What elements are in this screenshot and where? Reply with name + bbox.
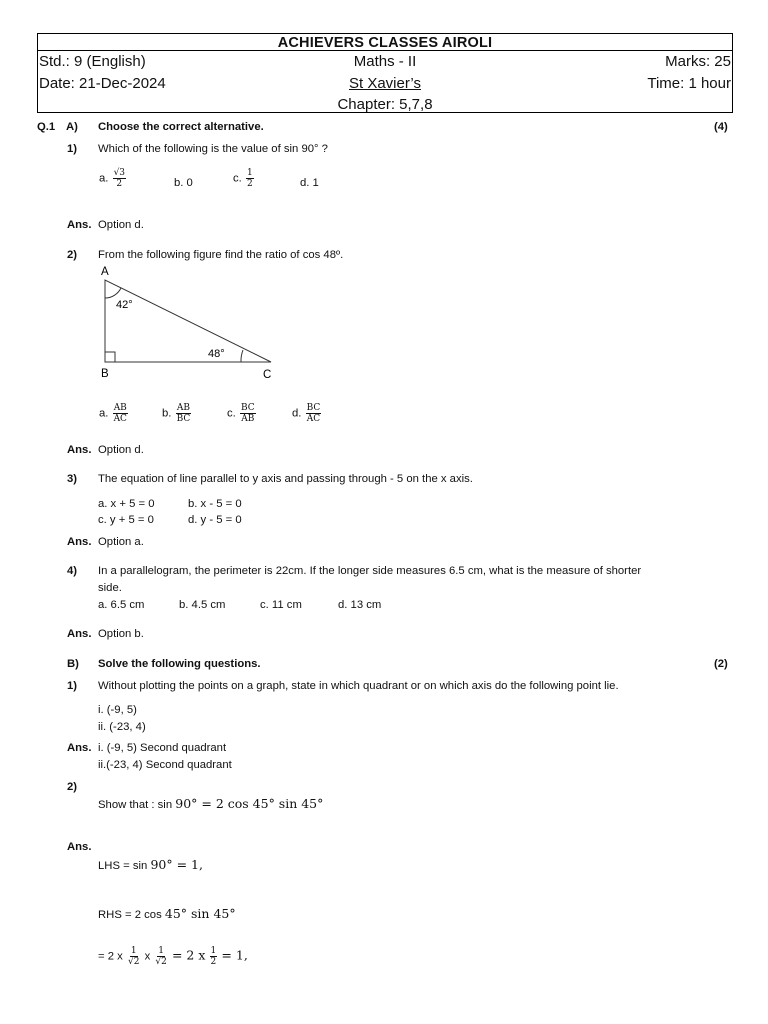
qb1-item-1: i. (-9, 5) (98, 704, 137, 716)
qa2-option-c: c. $\frac{BC}{AB}$ (227, 403, 255, 424)
qa4-option-c: c. 11 cm (260, 599, 302, 611)
vertex-label-b: B (101, 368, 109, 380)
chapter: Chapter: 5,7,8 (337, 96, 433, 113)
qb1-answer-label: Ans. (67, 742, 92, 754)
qa4-question-line2: side. (98, 582, 122, 594)
qa4-option-b: b. 4.5 cm (179, 599, 226, 611)
school-name: St Xavier’s (349, 75, 421, 92)
qa2-question: From the following figure find the ratio of cos 48º. (98, 249, 344, 261)
qa3-answer: Option a. (98, 536, 144, 548)
qa4-answer-label: Ans. (67, 628, 92, 640)
qa1-answer: Option d. (98, 219, 144, 231)
qb1-answer-2: ii.(-23, 4) Second quadrant (98, 759, 232, 771)
qa3-answer-label: Ans. (67, 536, 92, 548)
qa4-question-line1: In a parallelogram, the perimeter is 22cm. If the longer side measures 6.5 cm, what is the measure of shorter (98, 565, 642, 577)
vertex-label-c: C (263, 369, 272, 381)
qa2-answer-label: Ans. (67, 444, 92, 456)
qb1-item-2: ii. (-23, 4) (98, 721, 146, 733)
triangle-figure (95, 262, 285, 384)
qb1-number: 1) (67, 680, 78, 692)
qb2-question: Show that : sin 90° = 2 cos 45° sin 45° (98, 796, 324, 811)
date: Date: 21-Dec-2024 (39, 75, 166, 92)
qb1-question: Without plotting the points on a graph, state in which quadrant or on which axis do the following point lie. (98, 680, 619, 692)
qa3-question: The equation of line parallel to y axis and passing through - 5 on the x axis. (98, 473, 473, 485)
qb1-answer-1: i. (-9, 5) Second quadrant (98, 742, 227, 754)
partb-marks: (2) (714, 658, 728, 670)
qb2-lhs: LHS = sin 90° = 1, (98, 857, 203, 872)
institute-name: ACHIEVERS CLASSES AIROLI (277, 35, 493, 51)
qa3-option-a: a. x + 5 = 0 (98, 498, 155, 510)
qa1-answer-label: Ans. (67, 219, 92, 231)
qa2-number: 2) (67, 249, 78, 261)
qa4-option-a: a. 6.5 cm (98, 599, 145, 611)
qa2-option-d: d. $\frac{BC}{AC}$ (292, 403, 321, 424)
qa3-option-d: d. y - 5 = 0 (188, 514, 242, 526)
time: Time: 1 hour (647, 75, 731, 92)
header-divider (38, 50, 732, 51)
qa1-option-a: a. $\frac{√3}{2}$ (99, 168, 126, 189)
angle-c-label: 48° (208, 348, 225, 360)
qb2-number: 2) (67, 781, 78, 793)
angle-c-arc (241, 350, 243, 362)
qa1-question: Which of the following is the value of sin 90° ? (98, 143, 328, 155)
qa1-number: 1) (67, 143, 78, 155)
qa1-option-d: d. 1 (300, 177, 319, 189)
vertex-label-a: A (101, 266, 109, 278)
qa3-option-c: c. y + 5 = 0 (98, 514, 154, 526)
qb2-rhs: RHS = 2 cos 45° sin 45° (98, 906, 236, 921)
q1-number: Q.1 (37, 121, 56, 133)
q1-part-a: A) (66, 121, 78, 133)
angle-a-label: 42° (116, 299, 133, 311)
qa2-option-a: a. $\frac{AB}{AC}$ (99, 403, 127, 424)
header-box (37, 33, 733, 113)
partb-label: B) (67, 658, 79, 670)
qb2-answer-label: Ans. (67, 841, 92, 853)
qb2-step: = 2 x $\frac{1}{√2}$ x $\frac{1}{√2}$ = 2 x $\frac{1}{2}$ = 1, (98, 946, 248, 967)
q1-marks: (4) (714, 121, 728, 133)
subject: Maths - II (353, 53, 417, 70)
qa4-option-d: d. 13 cm (338, 599, 382, 611)
qa1-option-b: b. 0 (174, 177, 193, 189)
triangle-abc (105, 280, 271, 362)
qa2-answer: Option d. (98, 444, 144, 456)
qa4-number: 4) (67, 565, 78, 577)
angle-a-arc (105, 288, 121, 298)
marks: Marks: 25 (665, 53, 731, 70)
q1-instruction: Choose the correct alternative. (98, 121, 264, 133)
qa4-answer: Option b. (98, 628, 144, 640)
qa1-option-c: c. $\frac{1}{2}$ (233, 168, 253, 189)
standard: Std.: 9 (English) (39, 53, 146, 70)
qa2-option-b: b. $\frac{AB}{BC}$ (162, 403, 191, 424)
partb-instruction: Solve the following questions. (98, 658, 261, 670)
qa3-option-b: b. x - 5 = 0 (188, 498, 242, 510)
qa3-number: 3) (67, 473, 78, 485)
right-angle-marker (105, 352, 115, 362)
